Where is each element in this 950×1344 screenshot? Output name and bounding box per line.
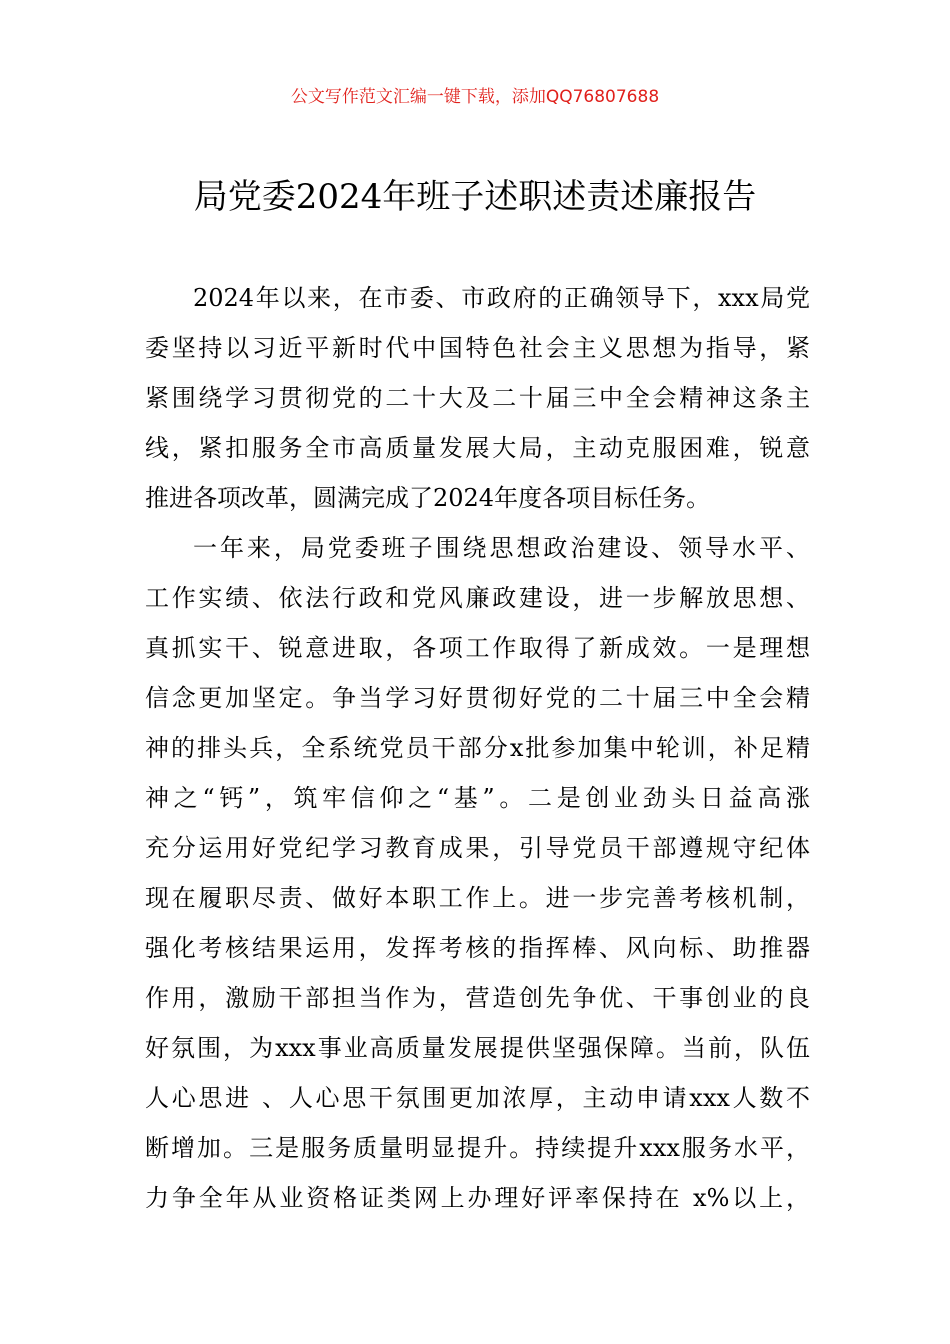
text-line: 力争全年从业资格证类网上办理好评率保持在 x%以上， [145,1184,810,1212]
text-line: 信念更加坚定。争当学习好贯彻好党的二十届三中全会精 [145,684,810,712]
text-line: 作用，激励干部担当作为，营造创先争优、干事创业的良 [145,984,810,1012]
text-line: 真抓实干、锐意进取，各项工作取得了新成效。一是理想 [145,634,810,662]
paragraph-achievements [145,523,810,1223]
document-body [145,273,810,1223]
text-line: 2024年以来，在市委、市政府的正确领导下，xxx局党 [193,284,810,312]
text-line: 断增加。三是服务质量明显提升。持续提升xxx服务水平， [145,1134,810,1162]
text-line: 一年来，局党委班子围绕思想政治建设、领导水平、 [193,534,810,562]
text-line: 工作实绩、依法行政和党风廉政建设，进一步解放思想、 [145,584,810,612]
text-line: 推进各项改革，圆满完成了2024年度各项目标任务。 [145,484,711,512]
text-line: 充分运用好党纪学习教育成果，引导党员干部遵规守纪体 [145,834,810,862]
text-line: 强化考核结果运用，发挥考核的指挥棒、风向标、助推器 [145,934,810,962]
text-line: 神的排头兵，全系统党员干部分x批参加集中轮训，补足精 [145,734,810,762]
download-banner: 公文写作范文汇编一键下载，添加QQ76807688 [290,87,660,107]
text-line: 好氛围，为xxx事业高质量发展提供坚强保障。当前，队伍 [145,1034,810,1062]
paragraph-intro [145,273,810,523]
text-line: 神之“钙”，筑牢信仰之“基”。二是创业劲头日益高涨 [145,784,810,812]
text-line: 线，紧扣服务全市高质量发展大局，主动克服困难，锐意 [145,434,810,462]
text-line: 人心思进 、人心思干氛围更加浓厚，主动申请xxx人数不 [145,1084,810,1112]
text-line: 现在履职尽责、做好本职工作上。进一步完善考核机制， [145,884,810,912]
text-line: 紧围绕学习贯彻党的二十大及二十届三中全会精神这条主 [145,384,810,412]
text-line: 委坚持以习近平新时代中国特色社会主义思想为指导，紧 [145,334,810,362]
document-title: 局党委2024年班子述职述责述廉报告 [193,177,757,217]
